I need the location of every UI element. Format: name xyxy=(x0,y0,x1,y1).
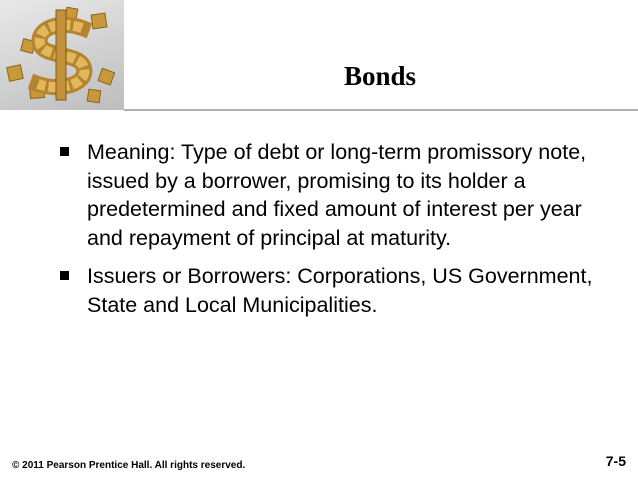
copyright-notice: © 2011 Pearson Prentice Hall. All rights reserved. xyxy=(12,460,246,471)
gold-dollar-blocks-icon xyxy=(0,0,124,110)
slide-title: Bonds xyxy=(343,61,417,91)
bullet-item xyxy=(60,262,620,319)
bullet-list xyxy=(60,138,620,329)
bullet-text: Issuers or Borrowers: Corporations, US Government, State and Local Municipalities. xyxy=(87,264,593,317)
bullet-item xyxy=(60,138,620,252)
page-number: 7-5 xyxy=(605,453,626,469)
slide-header xyxy=(0,0,638,110)
title-divider xyxy=(124,109,638,111)
square-bullet-icon xyxy=(60,147,69,156)
bullet-text: Meaning: Type of debt or long-term promissory note, issued by a borrower, promising to its holder a predetermined and fixed amount of interest per year and repayment of principal at maturity. xyxy=(87,140,587,250)
square-bullet-icon xyxy=(60,271,69,280)
